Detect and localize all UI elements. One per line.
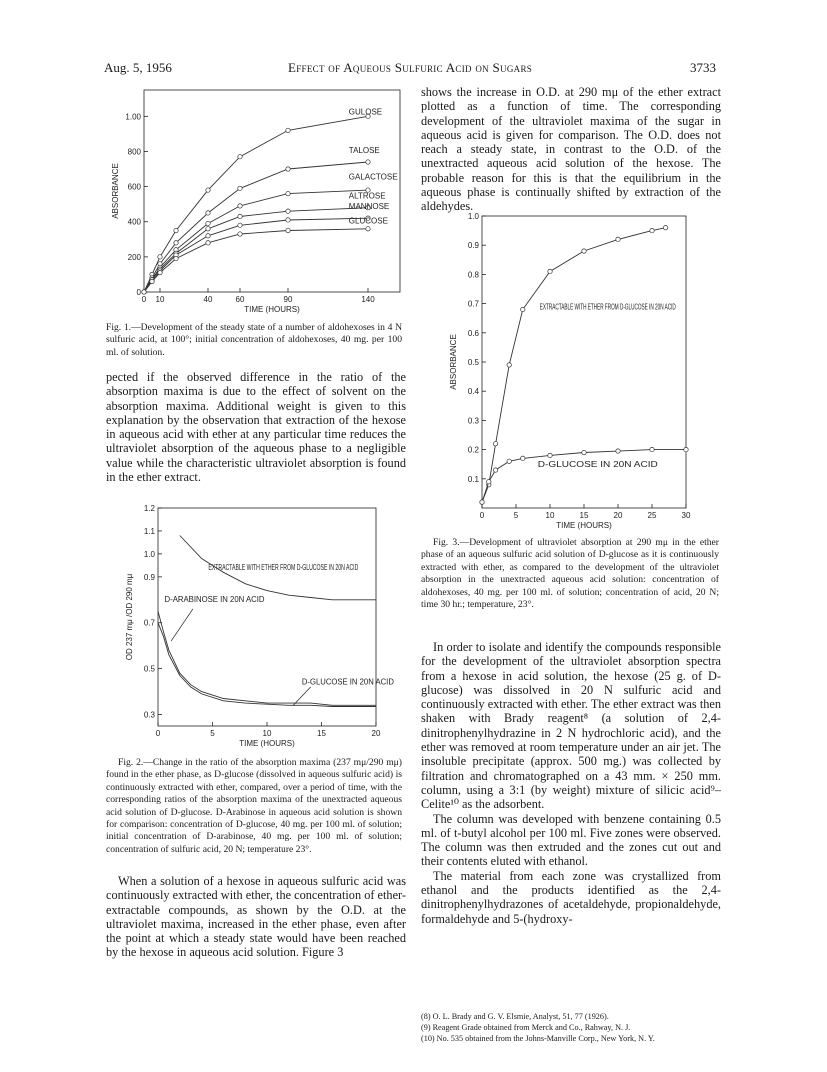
figure-1-caption: Fig. 1.—Development of the steady state of a number of aldohexoses in 4 N sulfuric acid, at 100°; initial concentration of aldohexoses, 40 mg. per 100 ml. of solution. [106, 322, 402, 358]
series-label-altrose: ALTROSE [348, 191, 386, 201]
right-paragraph-3: The column was developed with benzene containing 0.5 ml. of t-butyl alcohol per 100 ml. Five zones were observed. The column was then extruded and the zones cut out and their contents eluted with ethanol. [421, 811, 721, 869]
data-point [206, 188, 210, 192]
data-point [684, 447, 688, 451]
arabinose-pointer [171, 609, 193, 641]
data-point [286, 228, 290, 232]
x-tick-label: 0 [141, 295, 147, 304]
y-tick-label: 0.9 [467, 241, 479, 251]
data-point [493, 468, 497, 472]
data-point [238, 204, 242, 208]
data-point [174, 241, 178, 245]
x-tick-label: 0 [479, 511, 485, 520]
y-tick-label: 1.0 [467, 212, 479, 221]
y-tick-label: 0.6 [467, 328, 479, 338]
plot-frame [158, 508, 376, 726]
series-line-0 [144, 116, 368, 292]
x-tick-label: 30 [681, 511, 691, 520]
series-line-1 [482, 450, 686, 503]
footnote-8: (8) O. L. Brady and G. V. Elsmie, Analyst, 51, 77 (1926). [421, 1012, 609, 1021]
data-point [548, 269, 552, 273]
x-axis-label: TIME (HOURS) [239, 739, 295, 748]
data-point [286, 209, 290, 213]
y-tick-label: 0.5 [467, 358, 479, 367]
y-tick-label: 400 [127, 217, 141, 227]
data-point [650, 228, 654, 232]
y-tick-label: 1.0 [143, 549, 155, 559]
series-label-galactose: GALACTOSE [348, 172, 398, 182]
figure-2-caption: Fig. 2.—Change in the ratio of the absorption maxima (237 mμ/290 mμ) found in the ether phase, as D-glucose (dissolved in aqueous sulfuric acid) is continuously extracted with ether, compared, over a period of time, with the corresponding ratios of the absorption maxima of the unextracted aqueous acid solution of D-glucose. D-Arabinose in aqueous acid solution is shown for comparison: concentration of D-glucose, 40 mg. per 100 ml. of solution; initial concentration of D-arabinose, 40 mg. per 100 ml. of solution; concentration of sulfuric acid, 20 N; temperature 23°. [106, 757, 402, 855]
figure-3-caption: Fig. 3.—Development of ultraviolet absorption at 290 mμ in the ether phase of an aqueous sulfuric acid solution of D-glucose as it is continuously extracted with ether, as compared to the development of the ultraviolet absorption in the unextracted aqueous acid solution: concentration of aldohexoses, 40 mg. per 100 ml. of solution; concentration of acid, 20 N; time 30 hr.; temperature, 23°. [421, 537, 719, 611]
x-tick-label: 10 [545, 511, 555, 520]
data-point [238, 223, 242, 227]
y-tick-label: 0.3 [467, 416, 479, 426]
data-point [548, 453, 552, 457]
y-tick-label: 0.7 [143, 618, 155, 628]
data-point [150, 279, 154, 283]
data-point [206, 227, 210, 231]
footnote-10: (10) No. 535 obtained from the Johns-Manville Corp., New York, N. Y. [421, 1034, 655, 1043]
data-point [238, 232, 242, 236]
figure-3-chart [450, 210, 700, 535]
y-axis-label: ABSORBANCE [111, 163, 120, 219]
data-point [507, 363, 511, 367]
data-point [158, 255, 162, 259]
x-tick-label: 140 [361, 295, 375, 304]
y-tick-label: 1.2 [143, 504, 155, 513]
data-point [366, 227, 370, 231]
data-point [174, 256, 178, 260]
y-tick-label: 1.00 [125, 112, 141, 122]
data-point [238, 186, 242, 190]
running-header-date: Aug. 5, 1956 [104, 60, 172, 75]
data-point [507, 459, 511, 463]
x-tick-label: 5 [210, 729, 215, 738]
y-tick-label: 0.4 [467, 387, 479, 397]
data-point [142, 290, 146, 294]
data-point [238, 214, 242, 218]
data-point [521, 456, 525, 460]
data-point [616, 449, 620, 453]
data-point [663, 225, 667, 229]
y-tick-label: 0.3 [143, 710, 155, 720]
data-point [582, 249, 586, 253]
y-tick-label: 0.1 [467, 474, 479, 484]
data-point [487, 480, 491, 484]
right-paragraph-4: The material from each zone was crystallized from ethanol and the products identified as the 2,4-dinitrophenylhydrazones of acetaldehyde, propionaldehyde, formaldehyde and 5-(hydroxy- [421, 868, 721, 926]
series-line-1 [158, 611, 376, 705]
x-tick-label: 20 [613, 511, 623, 520]
glucose-pointer [293, 687, 310, 705]
y-tick-label: 200 [127, 252, 141, 262]
series-label-extractable: EXTRACTABLE WITH ETHER FROM D-GLUCOSE IN 20N ACID [208, 562, 359, 572]
data-point [174, 228, 178, 232]
data-point [616, 237, 620, 241]
footnote-9: (9) Reagent Grade obtained from Merck and Co., Rahway, N. J. [421, 1023, 631, 1032]
data-point [206, 234, 210, 238]
data-point [366, 160, 370, 164]
left-paragraph-2: When a solution of a hexose in aqueous sulfuric acid was continuously extracted with ether, the concentration of ether-extractable compounds, as shown by the O.D. at the ultraviolet maxima, increased in the ether phase, even after the point at which a steady state would have been reached by the hexose in aqueous acid solution. Figure 3 [106, 874, 406, 960]
x-tick-label: 10 [262, 729, 272, 738]
data-point [206, 241, 210, 245]
y-axis-label: ABSORBANCE [449, 334, 458, 390]
x-tick-label: 40 [203, 295, 213, 304]
data-point [206, 221, 210, 225]
data-point [286, 218, 290, 222]
figure-1-chart [110, 84, 410, 320]
y-tick-label: 1.1 [143, 526, 155, 536]
left-paragraph-1: pected if the observed difference in the ratio of the absorption maxima is due to the effect of solvent on the absorption maxima. Additional weight is given to this explanation by the observation that extraction of the hexose in aqueous acid with ether at any particular time reduces the ultraviolet absorption of the aqueous phase to a negligible value while the characteristic ultraviolet absorption is found in the ether extract. [106, 370, 406, 485]
data-point [286, 191, 290, 195]
series-label-glucose: GLUCOSE [348, 216, 388, 226]
right-paragraph-2: In order to isolate and identify the compounds responsible for the development of the ultraviolet absorption spectra from a hexose in acid solution, the hexose (25 g. of D-glucose) was dissolved in 20 N sulfuric acid and continuously extracted with ether. The ether extract was then shaken with Brady reagent⁸ (a solution of 2,4-dinitrophenylhydrazine in 2 N hydrochloric acid), and the ether was removed at room temperature under an air jet. The insoluble precipitate (approx. 500 mg.) was collected by filtration and chromatographed on a 43 mm. × 250 mm. column, using a 3:1 (by weight) mixture of silicic acid⁹–Celite¹⁰ as the adsorbent. [421, 640, 721, 812]
y-tick-label: 800 [127, 147, 141, 157]
y-tick-label: 0 [136, 288, 141, 297]
x-tick-label: 0 [155, 729, 161, 738]
x-tick-label: 25 [647, 511, 657, 520]
series-label-extractable: EXTRACTABLE WITH ETHER FROM D-GLUCOSE IN 20N ACID [539, 302, 676, 312]
data-point [582, 450, 586, 454]
series-label-glucose: D-GLUCOSE IN 20N ACID [301, 677, 395, 687]
running-header-title: Effect of Aqueous Sulfuric Acid on Sugars [288, 60, 533, 75]
page-number: 3733 [690, 60, 716, 75]
data-point [238, 155, 242, 159]
data-point [286, 128, 290, 132]
series-label-mannose: MANNOSE [348, 202, 390, 212]
series-label-talose: TALOSE [348, 145, 380, 155]
data-point [158, 270, 162, 274]
y-tick-label: 0.2 [467, 445, 479, 455]
y-tick-label: 0.5 [143, 664, 155, 674]
right-paragraph-1: shows the increase in O.D. at 290 mμ of the ether extract plotted as a function of time. The corresponding development of the ultraviolet maxima of the sugar in aqueous acid is given for comparison. The O.D. does not reach a steady state, in contrast to the O.D. of the unextracted aqueous acid solution of the hexose. The probable reason for this is that the equilibrium in the aqueous phase is continually shifted by extraction of the aldehydes. [421, 85, 721, 214]
series-line-1 [144, 162, 368, 292]
x-axis-label: TIME (HOURS) [244, 305, 300, 314]
y-tick-label: 600 [127, 182, 141, 192]
y-tick-label: 0.8 [467, 270, 479, 280]
data-point [286, 167, 290, 171]
x-tick-label: 15 [579, 511, 589, 520]
series-label-gulose: GULOSE [348, 107, 383, 117]
x-tick-label: 15 [317, 729, 326, 738]
y-tick-label: 0.7 [467, 299, 479, 309]
data-point [480, 500, 484, 504]
data-point [521, 307, 525, 311]
series-label-glucose: D-GLUCOSE IN 20N ACID [537, 460, 659, 470]
x-tick-label: 5 [513, 511, 519, 520]
figure-2-chart [118, 502, 395, 754]
data-point [206, 211, 210, 215]
series-line-2 [158, 623, 376, 707]
x-tick-label: 20 [371, 729, 381, 738]
y-tick-label: 0.9 [143, 572, 155, 582]
x-axis-label: TIME (HOURS) [556, 521, 612, 530]
data-point [650, 447, 654, 451]
x-tick-label: 60 [235, 295, 245, 304]
y-axis-label: OD 237 mμ /OD 290 mμ [125, 573, 134, 661]
data-point [493, 442, 497, 446]
x-tick-label: 90 [283, 295, 293, 304]
x-tick-label: 10 [155, 295, 165, 304]
series-label-arabinose: D-ARABINOSE IN 20N ACID [164, 595, 265, 605]
